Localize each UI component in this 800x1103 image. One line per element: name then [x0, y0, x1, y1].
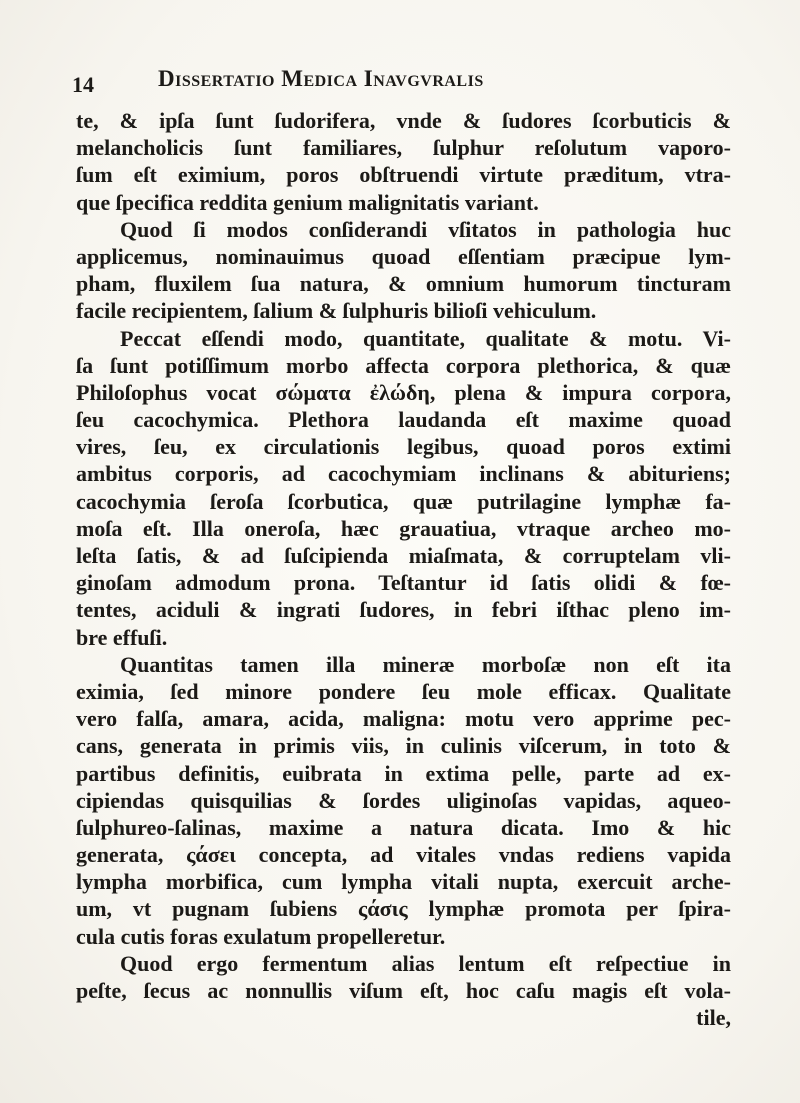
text-line: cipiendas quisquilias & ſordes uliginoſas vapidas, aqueo-: [76, 787, 731, 813]
text-line: um, vt pugnam ſubiens ςάσις lymphæ promota per ſpira-: [76, 896, 731, 922]
text-line: moſa eſt. Illa oneroſa, hæc grauatiua, vtraque archeo mo-: [76, 515, 731, 541]
text-line: lympha morbifica, cum lympha vitali nupta, exercuit arche-: [76, 869, 731, 895]
text-line: cacochymia ſeroſa ſcorbutica, quæ putrilagine lymphæ fa-: [76, 488, 731, 514]
text-line: ginoſam admodum prona. Teſtantur id ſatis olidi & fœ-: [76, 570, 731, 596]
text-line: Peccat eſſendi modo, quantitate, qualitate & motu. Vi-: [120, 325, 731, 351]
text-line: generata, ςάσει concepta, ad vitales vndas rediens vapida: [76, 842, 731, 868]
text-line: Philoſophus vocat σώματα ἐλώδη, plena & impura corpora,: [76, 379, 731, 405]
text-line: ſa ſunt potiſſimum morbo affecta corpora plethorica, & quæ: [76, 352, 731, 378]
text-line: facile recipientem, ſalium & ſulphuris bilioſi vehiculum.: [76, 298, 597, 324]
catchword: tile,: [696, 1005, 731, 1031]
page-number: 14: [72, 72, 94, 97]
running-title: Dissertatio Medica Inavgvralis: [158, 66, 484, 91]
body-text: [76, 107, 731, 1031]
text-line: ſum eſt eximium, poros obſtruendi virtute præditum, vtra-: [76, 162, 731, 188]
text-line: ambitus corporis, ad cacochymiam inclinans & abituriens;: [76, 461, 731, 487]
text-line: ſeu cacochymica. Plethora laudanda eſt maxime quoad: [76, 407, 731, 433]
text-line: cula cutis foras exulatum propelleretur.: [76, 923, 446, 949]
text-line: que ſpecifica reddita genium malignitatis variant.: [76, 189, 539, 215]
text-line: pham, fluxilem ſua natura, & omnium humorum tincturam: [76, 271, 731, 297]
text-line: Quod ſi modos conſiderandi vſitatos in pathologia huc: [120, 216, 731, 242]
text-line: bre effuſi.: [76, 624, 168, 650]
page-header: [72, 66, 732, 96]
text-line: vires, ſeu, ex circulationis legibus, quoad poros extimi: [76, 434, 731, 460]
text-line: applicemus, nominauimus quoad eſſentiam præcipue lym-: [76, 243, 731, 269]
text-line: cans, generata in primis viis, in culinis viſcerum, in toto &: [76, 733, 731, 759]
text-line: melancholicis ſunt familiares, ſulphur reſolutum vaporo-: [76, 135, 731, 161]
text-line: leſta ſatis, & ad ſuſcipienda miaſmata, & corruptelam vli-: [76, 543, 731, 568]
text-line: tentes, aciduli & ingrati ſudores, in febri iſthac pleno im-: [76, 597, 731, 623]
text-line: ſulphureo-ſalinas, maxime a natura dicata. Imo & hic: [76, 814, 731, 840]
text-line: partibus definitis, euibrata in extima pelle, parte ad ex-: [76, 760, 731, 786]
text-line: vero falſa, amara, acida, maligna: motu vero apprime pec-: [76, 706, 731, 732]
text-line: Quod ergo fermentum alias lentum eſt reſpectiue in: [120, 950, 731, 976]
text-line: peſte, ſecus ac nonnullis viſum eſt, hoc caſu magis eſt vola-: [76, 978, 731, 1003]
text-line: te, & ipſa ſunt ſudorifera, vnde & ſudores ſcorbuticis &: [76, 108, 731, 133]
text-line: Quantitas tamen illa mineræ morboſæ non eſt ita: [120, 651, 731, 677]
text-line: eximia, ſed minore pondere ſeu mole efficax. Qualitate: [76, 678, 731, 704]
